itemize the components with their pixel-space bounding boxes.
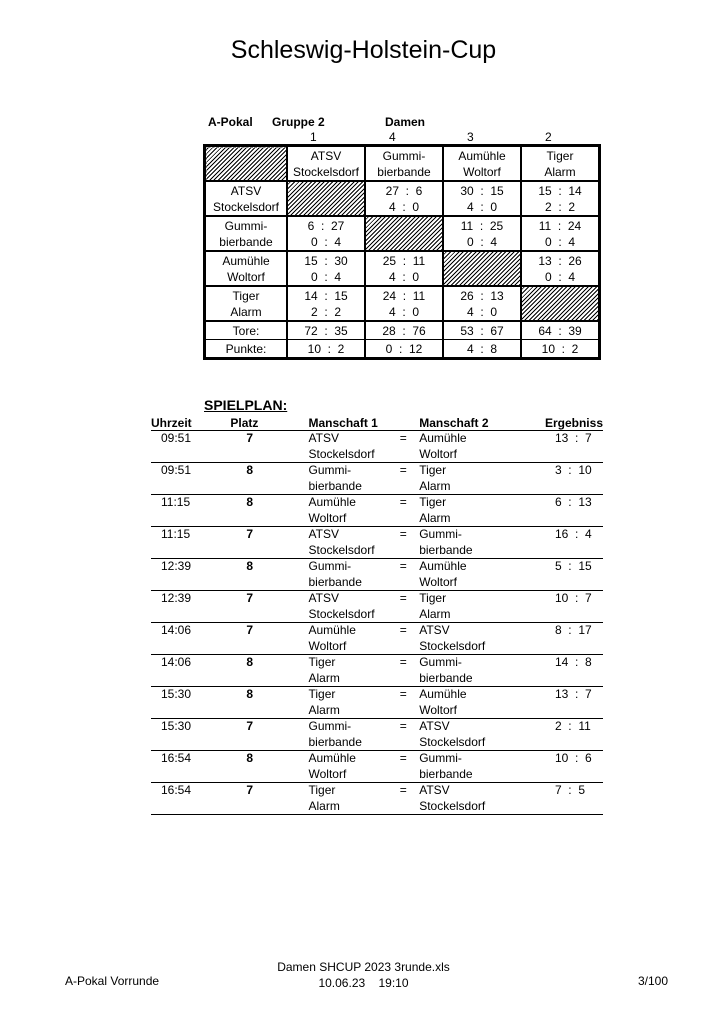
team-name: Aumühle	[222, 253, 270, 268]
team-line: Gummi-	[419, 655, 462, 669]
schedule-row	[151, 751, 603, 783]
schedule-row	[151, 527, 603, 559]
points: 4 : 0	[466, 199, 498, 214]
goals: 11 : 25	[460, 218, 504, 233]
match-team2	[419, 719, 545, 751]
team-name: Tiger	[546, 148, 574, 163]
goals-total: 28 : 76	[365, 321, 443, 340]
points: 4 : 0	[466, 304, 498, 319]
result-cell	[443, 286, 521, 321]
match-result: 10 : 6	[545, 751, 603, 783]
schedule-row	[151, 431, 603, 463]
cross-row	[205, 286, 600, 321]
goals-total: 64 : 39	[521, 321, 600, 340]
team-line: bierbande	[419, 542, 473, 557]
points: 0 : 4	[310, 234, 342, 249]
points: 0 : 4	[466, 234, 498, 249]
result-cell	[287, 216, 365, 251]
cross-row	[205, 216, 600, 251]
team-line: Tiger	[419, 591, 447, 605]
cross-table	[203, 144, 601, 360]
schedule-row	[151, 495, 603, 527]
team-line: Stockelsdorf	[308, 606, 375, 621]
hatched-cell	[521, 286, 600, 321]
points: 2 : 2	[310, 304, 342, 319]
team-name: Tiger	[232, 288, 260, 303]
team-line: Alarm	[308, 670, 340, 685]
match-field: 8	[206, 463, 308, 495]
schedule-row	[151, 655, 603, 687]
cross-row	[205, 251, 600, 286]
match-team1	[309, 431, 396, 463]
match-result: 8 : 17	[545, 623, 603, 655]
team-line: Stockelsdorf	[419, 798, 486, 813]
team-name: Alarm	[230, 304, 262, 319]
match-team1	[309, 623, 396, 655]
schedule-body	[151, 431, 603, 815]
match-team2	[419, 623, 545, 655]
match-team1	[309, 559, 396, 591]
col-team1: Manschaft 1	[309, 415, 396, 431]
match-field: 8	[206, 687, 308, 719]
schedule-row	[151, 591, 603, 623]
match-field: 8	[206, 655, 308, 687]
cross-header-row	[205, 146, 600, 182]
match-result: 13 : 7	[545, 431, 603, 463]
team-line: ATSV	[308, 431, 339, 445]
goals-total-row	[205, 321, 600, 340]
schedule-row	[151, 687, 603, 719]
page-title: Schleswig-Holstein-Cup	[230, 36, 497, 64]
hatched-cell	[287, 181, 365, 216]
team-line: Stockelsdorf	[308, 446, 375, 461]
pokal-label: A-Pokal	[208, 115, 253, 129]
team-name: Woltorf	[463, 164, 501, 179]
schedule-title: SPIELPLAN:	[204, 397, 288, 413]
team-line: bierbande	[308, 574, 362, 589]
goals: 27 : 6	[385, 183, 423, 198]
row-team	[205, 286, 288, 321]
schedule-row	[151, 463, 603, 495]
team-line: Stockelsdorf	[419, 734, 486, 749]
match-time: 09:51	[151, 463, 206, 495]
match-result: 16 : 4	[545, 527, 603, 559]
match-separator: =	[396, 431, 420, 463]
team-name: Woltorf	[227, 269, 265, 284]
match-separator: =	[396, 527, 420, 559]
team-line: ATSV	[419, 783, 450, 797]
team-line: Alarm	[308, 798, 340, 813]
team-line: Woltorf	[308, 510, 347, 525]
team-line: ATSV	[308, 527, 339, 541]
goals: 15 : 30	[304, 253, 348, 268]
match-team1	[309, 783, 396, 815]
rank-number: 2	[545, 130, 552, 144]
team-line: Alarm	[419, 606, 451, 621]
match-team2	[419, 431, 545, 463]
team-line: Gummi-	[308, 463, 352, 477]
team-line: bierbande	[308, 478, 362, 493]
match-time: 11:15	[151, 527, 206, 559]
match-team2	[419, 751, 545, 783]
match-separator: =	[396, 719, 420, 751]
match-result: 2 : 11	[545, 719, 603, 751]
goals: 26 : 13	[460, 288, 504, 303]
team-name: bierbande	[377, 164, 431, 179]
match-team1	[309, 463, 396, 495]
match-result: 6 : 13	[545, 495, 603, 527]
match-field: 7	[206, 591, 308, 623]
team-name: Aumühle	[458, 148, 506, 163]
team-name: Alarm	[544, 164, 576, 179]
goals: 11 : 24	[538, 218, 582, 233]
footer-datetime: 10.06.23 19:10	[318, 976, 409, 990]
match-time: 11:15	[151, 495, 206, 527]
match-separator: =	[396, 591, 420, 623]
match-team1	[309, 527, 396, 559]
col-result: Ergebniss	[544, 415, 603, 430]
team-line: Gummi-	[308, 559, 352, 573]
team-name: Gummi-	[224, 218, 268, 233]
team-line: Tiger	[308, 655, 336, 669]
points: 4 : 0	[388, 269, 420, 284]
result-cell	[365, 181, 443, 216]
match-team1	[309, 655, 396, 687]
points-total: 0 : 12	[365, 340, 443, 359]
match-team2	[419, 495, 545, 527]
schedule-row	[151, 559, 603, 591]
goals: 6 : 27	[307, 218, 345, 233]
match-team1	[309, 591, 396, 623]
result-cell	[443, 216, 521, 251]
match-team1	[309, 719, 396, 751]
match-separator: =	[396, 751, 420, 783]
team-name: Stockelsdorf	[292, 164, 360, 179]
match-team2	[419, 687, 545, 719]
match-team2	[419, 559, 545, 591]
points: 0 : 4	[544, 234, 576, 249]
schedule-table	[151, 415, 603, 815]
team-line: Woltorf	[308, 638, 347, 653]
points: 0 : 4	[544, 269, 576, 284]
goals: 14 : 15	[304, 288, 348, 303]
team-line: Aumühle	[419, 687, 467, 701]
match-team2	[419, 783, 545, 815]
match-team2	[419, 527, 545, 559]
match-field: 7	[206, 719, 308, 751]
group-label: Gruppe 2	[272, 115, 325, 129]
cross-row	[205, 181, 600, 216]
match-field: 7	[206, 431, 308, 463]
team-line: Aumühle	[419, 559, 467, 573]
team-line: Stockelsdorf	[308, 542, 375, 557]
team-line: Woltorf	[419, 446, 457, 461]
team-line: Alarm	[419, 478, 451, 493]
row-team	[205, 181, 288, 216]
team-name: ATSV	[230, 183, 262, 198]
result-cell	[521, 216, 600, 251]
team-name: ATSV	[310, 148, 342, 163]
team-line: Alarm	[308, 702, 340, 717]
goals-total: 53 : 67	[443, 321, 521, 340]
team-line: Aumühle	[308, 623, 356, 637]
page-number: 3/100	[638, 974, 669, 988]
team-header	[443, 146, 521, 182]
col-time: Uhrzeit	[151, 415, 206, 431]
team-line: Woltorf	[308, 766, 347, 781]
col-team2: Manschaft 2	[419, 415, 545, 431]
result-cell	[287, 251, 365, 286]
team-line: Gummi-	[419, 527, 462, 541]
match-result: 13 : 7	[545, 687, 603, 719]
category-label: Damen	[385, 115, 426, 129]
match-team2	[419, 655, 545, 687]
goals: 24 : 11	[382, 288, 426, 303]
match-time: 09:51	[151, 431, 206, 463]
goals: 13 : 26	[538, 253, 582, 268]
team-header	[365, 146, 443, 182]
team-line: Gummi-	[308, 719, 352, 733]
team-line: bierbande	[419, 766, 473, 781]
points: 4 : 0	[388, 199, 420, 214]
team-header	[287, 146, 365, 182]
team-line: Tiger	[419, 463, 447, 477]
team-name: bierbande	[219, 234, 273, 249]
hatched-cell	[205, 146, 288, 182]
team-line: bierbande	[308, 734, 362, 749]
points-total-label: Punkte:	[205, 340, 288, 359]
match-time: 14:06	[151, 655, 206, 687]
points-total: 10 : 2	[521, 340, 600, 359]
row-team	[205, 251, 288, 286]
team-line: ATSV	[419, 623, 450, 637]
col-field: Platz	[206, 415, 308, 431]
match-team2	[419, 463, 545, 495]
points-total: 10 : 2	[287, 340, 365, 359]
result-cell	[443, 181, 521, 216]
match-result: 5 : 15	[545, 559, 603, 591]
match-field: 8	[206, 495, 308, 527]
points-total: 4 : 8	[443, 340, 521, 359]
match-time: 15:30	[151, 719, 206, 751]
team-line: Alarm	[419, 510, 451, 525]
match-time: 15:30	[151, 687, 206, 719]
match-separator: =	[396, 559, 420, 591]
rank-number: 1	[310, 130, 317, 144]
match-team1	[309, 495, 396, 527]
match-time: 12:39	[151, 559, 206, 591]
schedule-row	[151, 719, 603, 751]
team-line: ATSV	[419, 719, 450, 733]
match-team1	[309, 687, 396, 719]
team-line: Aumühle	[308, 751, 356, 765]
team-line: Woltorf	[419, 574, 457, 589]
row-team	[205, 216, 288, 251]
team-line: Woltorf	[419, 702, 457, 717]
result-cell	[365, 251, 443, 286]
result-cell	[365, 286, 443, 321]
team-name: Stockelsdorf	[212, 199, 280, 214]
hatched-cell	[443, 251, 521, 286]
rank-number: 3	[467, 130, 474, 144]
team-line: Aumühle	[419, 431, 467, 445]
team-line: Tiger	[308, 783, 336, 797]
match-result: 10 : 7	[545, 591, 603, 623]
match-time: 16:54	[151, 783, 206, 815]
match-result: 3 : 10	[545, 463, 603, 495]
points: 4 : 0	[388, 304, 420, 319]
match-field: 7	[206, 783, 308, 815]
points: 0 : 4	[310, 269, 342, 284]
team-line: Aumühle	[308, 495, 356, 509]
team-line: Gummi-	[419, 751, 462, 765]
goals: 30 : 15	[460, 183, 504, 198]
team-name: Gummi-	[382, 148, 426, 163]
match-field: 7	[206, 527, 308, 559]
match-field: 8	[206, 559, 308, 591]
points: 2 : 2	[544, 199, 576, 214]
team-line: Tiger	[308, 687, 336, 701]
match-team1	[309, 751, 396, 783]
hatched-cell	[365, 216, 443, 251]
match-separator: =	[396, 783, 420, 815]
match-separator: =	[396, 623, 420, 655]
goals-total-label: Tore:	[205, 321, 288, 340]
team-line: ATSV	[308, 591, 339, 605]
schedule-row	[151, 623, 603, 655]
col-separator	[396, 415, 420, 431]
team-line: bierbande	[419, 670, 473, 685]
match-time: 14:06	[151, 623, 206, 655]
footer-file: Damen SHCUP 2023 3runde.xls	[277, 960, 450, 974]
result-cell	[287, 286, 365, 321]
rank-number: 4	[389, 130, 396, 144]
match-team2	[419, 591, 545, 623]
team-line: Tiger	[419, 495, 447, 509]
match-field: 7	[206, 623, 308, 655]
match-separator: =	[396, 687, 420, 719]
points-total-row	[205, 340, 600, 359]
match-separator: =	[396, 495, 420, 527]
footer-left: A-Pokal Vorrunde	[65, 974, 160, 988]
goals: 15 : 14	[538, 183, 582, 198]
match-result: 7 : 5	[545, 783, 603, 815]
result-cell	[521, 251, 600, 286]
match-separator: =	[396, 463, 420, 495]
match-result: 14 : 8	[545, 655, 603, 687]
result-cell	[521, 181, 600, 216]
schedule-row	[151, 783, 603, 815]
goals: 25 : 11	[382, 253, 426, 268]
match-time: 12:39	[151, 591, 206, 623]
team-header	[521, 146, 600, 182]
schedule-header-row	[151, 415, 603, 431]
match-separator: =	[396, 655, 420, 687]
team-line: Stockelsdorf	[419, 638, 486, 653]
match-time: 16:54	[151, 751, 206, 783]
match-field: 8	[206, 751, 308, 783]
goals-total: 72 : 35	[287, 321, 365, 340]
